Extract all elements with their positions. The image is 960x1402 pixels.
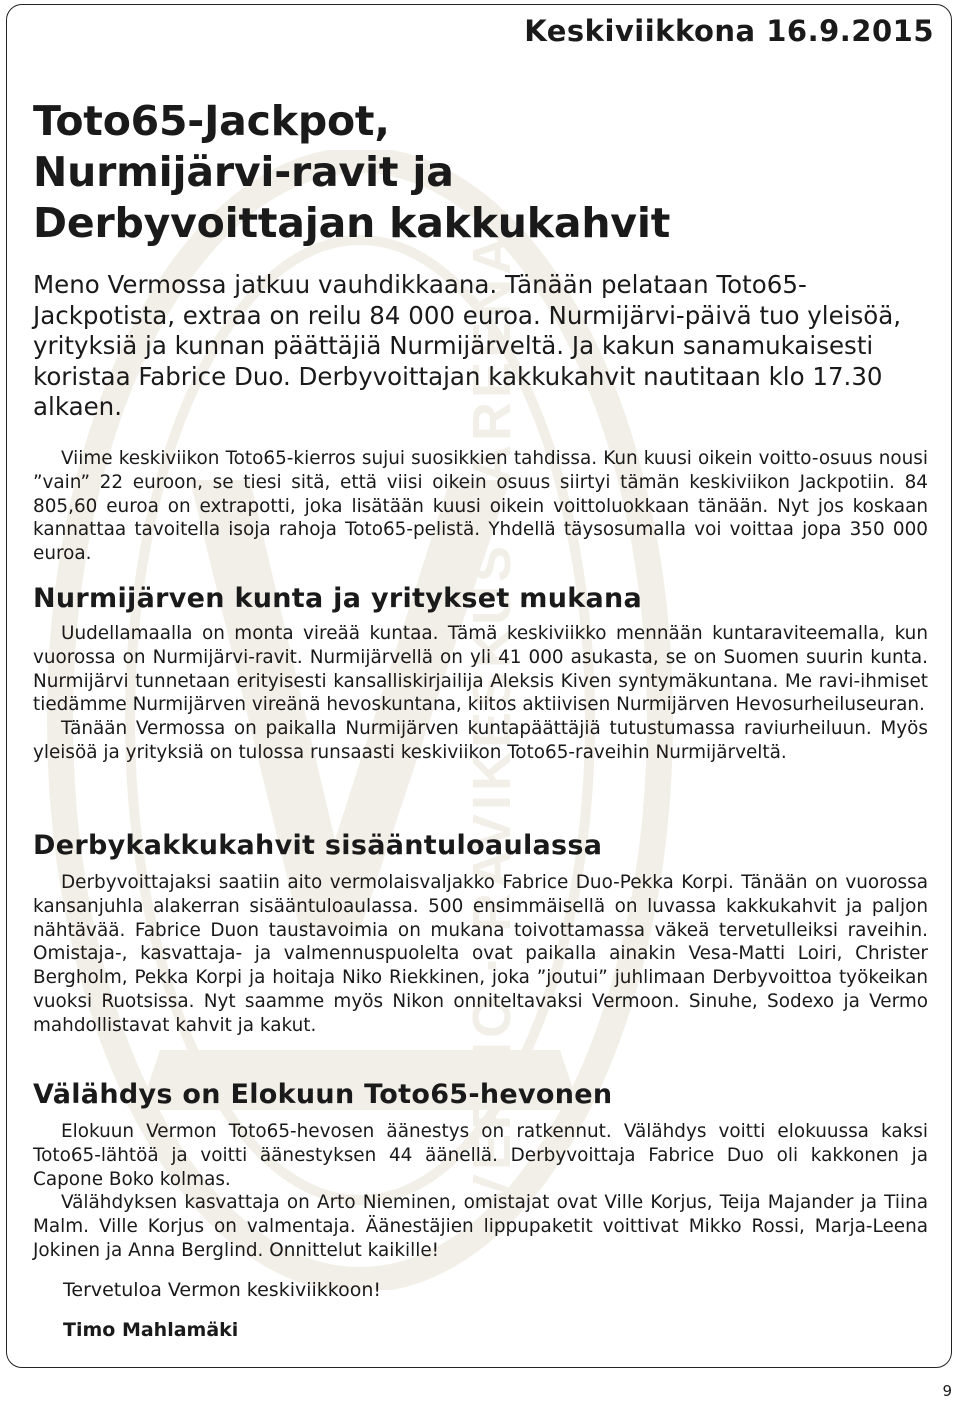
- paragraph: Välähdyksen kasvattaja on Arto Nieminen, omistajat ovat Ville Korjus, Teija Majander ja Tiina Malm. Ville Korjus on valmentaja. Äänestäjien lippupaketit voittivat Mikko Rossi, Marja-Leena Jokinen ja Anna Berglind. Onnittelut kaikille!: [33, 1192, 928, 1261]
- article-lead: Meno Vermossa jatkuu vauhdikkaana. Tänään pelataan Toto65-Jackpotista, extraa on reilu 84 000 euroa. Nurmijärvi-päivä tuo yleisöä, yrityksiä ja kunnan päättäjiä Nurmijärveltä. Ja kakun sanamukaisesti koristaa Fabrice Duo. Derbyvoittajan kakkukahvit nautitaan klo 17.30 alkaen.: [33, 270, 902, 421]
- author-signature: Timo Mahlamäki: [63, 1319, 239, 1341]
- page-number: 9: [942, 1382, 952, 1400]
- watermark-text: VERMO · RAVIKESKUS · AREENA: [462, 231, 522, 1210]
- section-heading-nurmijarvi: Nurmijärven kunta ja yritykset mukana: [33, 583, 643, 614]
- paragraph: Derbyvoittajaksi saatiin aito vermolaisvaljakko Fabrice Duo-Pekka Korpi. Tänään on vuorossa kansanjuhla alakerran sisääntuloaulassa. 500 ensimmäisellä on luvassa kakkukahvit ja paljon nähtävää. Fabrice Duon taustavoimia on mukana toivottamassa väkeä tervetulleiksi raveihin. Omistaja-, kasvattaja- ja valmennuspuolelta ovat paikalla ainakin Vesa-Matti Loiri, Christer Bergholm, Pekka Korpi ja hoitaja Niko Riekkinen, joka ”joutui” juhlimaan Derbyvoittoa työkeikan vuoksi Ruotsissa. Nyt saamme myös Nikon onniteltavaksi Vermoon. Sinuhe, Sodexo ja Vermo mahdollistavat kahvit ja kakut.: [33, 872, 928, 1036]
- section-body-valahdys: [33, 1120, 928, 1263]
- intro-paragraph: [33, 447, 928, 566]
- section-heading-derbykakkukahvit: Derbykakkukahvit sisääntuloaulassa: [33, 830, 603, 861]
- section-heading-valahdys: Välähdys on Elokuun Toto65-hevonen: [33, 1079, 613, 1110]
- section-body-derbykakkukahvit: [33, 871, 928, 1038]
- article-headline: [33, 96, 670, 249]
- paragraph: Uudellamaalla on monta vireää kuntaa. Tämä keskiviikko mennään kuntaraviteemalla, kun vuorossa on Nurmijärvi-ravit. Nurmijärvellä on yli 41 000 asukasta, se on Suomen suurin kunta. Nurmijärvi tunnetaan erityisesti kansalliskirjailija Aleksis Kiven syntymäkuntana. Me ravi-ihmiset tiedämme Nurmijärven vireänä hevoskuntana, kiitos aktiivisen Nurmijärven Hevosurheiluseuran.: [33, 623, 928, 716]
- section-body-nurmijarvi: [33, 622, 928, 765]
- headline-line: Toto65-Jackpot,: [33, 97, 390, 145]
- paragraph: Tänään Vermossa on paikalla Nurmijärven kuntapäättäjiä tutustumassa raviurheiluun. Myös yleisöä ja yrityksiä on tulossa runsaasti keskiviikon Toto65-raveihin Nurmijärveltä.: [33, 718, 928, 763]
- headline-line: Nurmijärvi-ravit ja: [33, 148, 454, 196]
- closing-greeting: Tervetuloa Vermon keskiviikkoon!: [63, 1279, 382, 1301]
- headline-line: Derbyvoittajan kakkukahvit: [33, 199, 671, 247]
- paragraph: Viime keskiviikon Toto65-kierros sujui suosikkien tahdissa. Kun kuusi oikein voitto-osuus nousi ”vain” 22 euroon, se tiesi sitä, että viisi oikein osuus siirtyi tämän keskiviikon Jackpotiin. 84 805,60 euroa on extrapotti, joka lisätään kuusi oikein voittoluokkaan tänään. Nyt jos koskaan kannattaa tavoitella isoja rahoja Toto65-pelistä. Yhdellä täysosumalla voi voittaa jopa 350 000 euroa.: [33, 448, 928, 565]
- issue-date: Keskiviikkona 16.9.2015: [524, 14, 934, 48]
- paragraph: Elokuun Vermon Toto65-hevosen äänestys on ratkennut. Välähdys voitti elokuussa kaksi Toto65-lähtöä ja voitti äänestyksen 44 äänellä. Derbyvoittaja Fabrice Duo oli kakkonen ja Capone Boko kolmas.: [33, 1121, 928, 1190]
